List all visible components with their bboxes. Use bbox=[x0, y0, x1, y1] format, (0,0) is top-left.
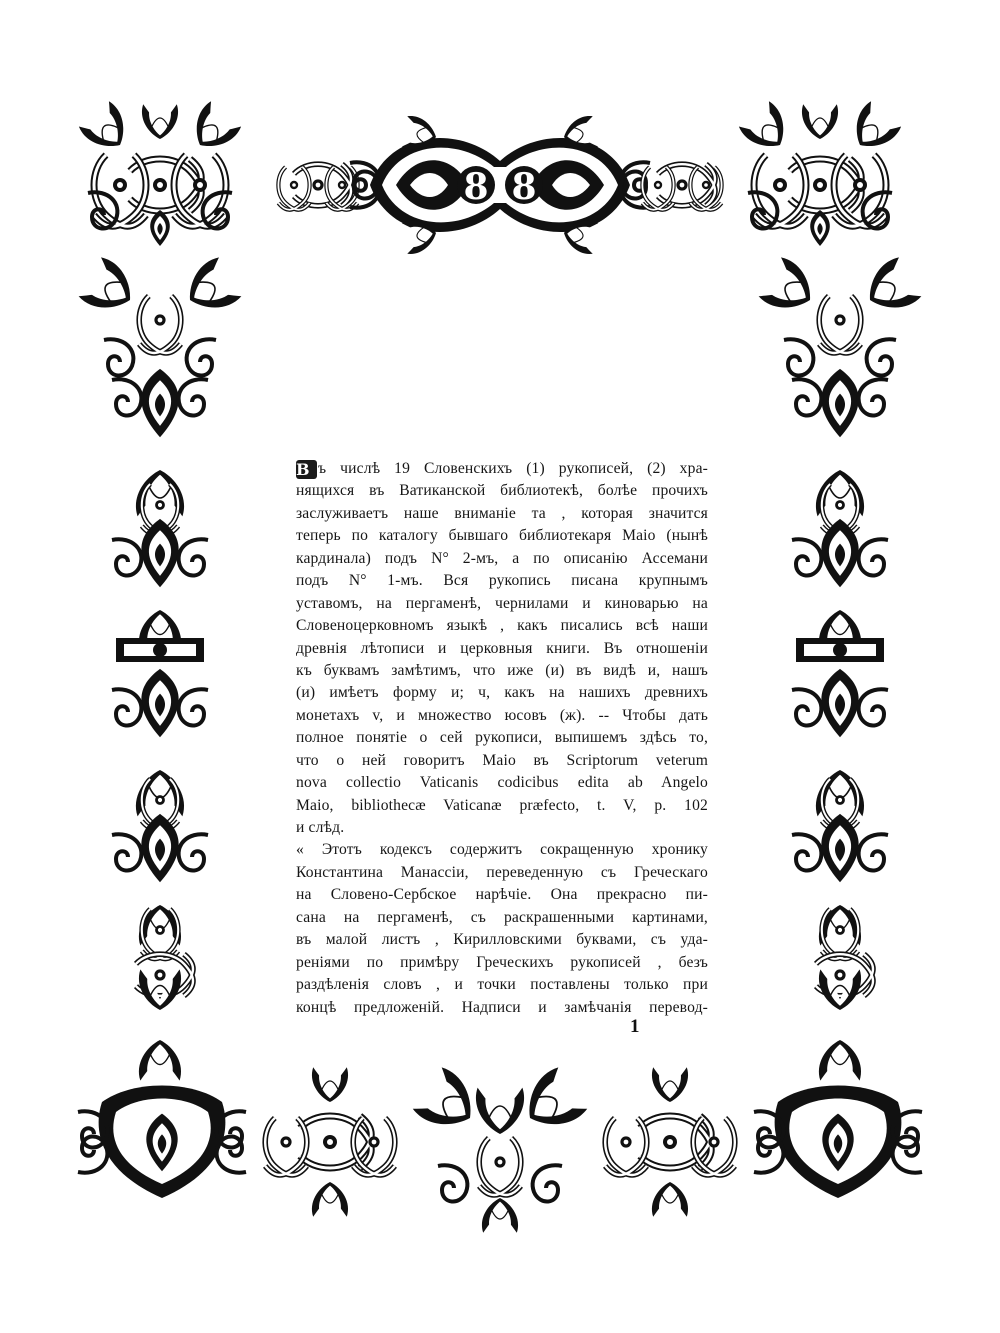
text-line: что о ней говоритъ Маіо въ Scriptorum veterum bbox=[296, 751, 708, 769]
text-line: сана на пергаменѣ, съ раскрашенными картинами, bbox=[296, 908, 708, 926]
paragraph-2 bbox=[296, 839, 708, 1019]
text-line: нящихся въ Ватиканской библиотекѣ, болѣе прочихъ bbox=[296, 482, 708, 500]
text-line: на Словено-Сербское нарѣчіе. Она прекрасно пи- bbox=[296, 886, 708, 904]
body-text bbox=[296, 458, 708, 1019]
text-line: Константина Манассіи, переведенную съ Греческаго bbox=[296, 863, 708, 881]
bottom-band bbox=[78, 1066, 922, 1233]
paragraph-1 bbox=[296, 458, 708, 839]
text-line: монетахъ v, и множество юсовъ (ж). -- Чтобы дать bbox=[296, 706, 708, 724]
text-line: реніями по примѣру Греческихъ рукописей , безъ bbox=[296, 953, 708, 971]
right-column bbox=[758, 256, 922, 1081]
text-line: nova collectio Vaticanis codicibus edita ab Angelo bbox=[296, 774, 708, 792]
text-line: въ малой листъ , Кирилловскими буквами, съ уда- bbox=[296, 931, 708, 949]
text-line: концѣ предложеній. Надписи и замѣчанія перевод- bbox=[296, 998, 708, 1016]
text-line: Maio, bibliothecæ Vaticanæ præfecto, t. V, p. 102 bbox=[296, 796, 708, 814]
text-line: и слѣд. bbox=[296, 819, 345, 836]
left-column bbox=[78, 256, 242, 1081]
text-line: уставомъ, на пергаменѣ, чернилами и киноварью на bbox=[296, 594, 708, 612]
text-line: кардинала) подъ N° 2-мъ, а по описанію Ассемани bbox=[296, 549, 708, 567]
text-line: Словеноцерковномъ языкѣ , какъ писались всѣ наши bbox=[296, 617, 708, 635]
page-number: 1 bbox=[630, 1016, 640, 1037]
text-line: къ буквамъ замѣтимъ, что иже (и) въ видѣ и, нашъ bbox=[296, 661, 708, 679]
text-line: (и) имѣетъ форму и; ч, какъ на нашихъ древнихъ bbox=[296, 684, 708, 702]
top-band bbox=[78, 100, 902, 254]
text-line: теперь по каталогу бывшаго библиотекаря Маіо (нынѣ bbox=[296, 527, 708, 545]
text-line: подъ N° 1-мъ. Вся рукопись писана крупнымъ bbox=[296, 572, 708, 590]
text-line: В ъ числѣ 19 Словенскихъ (1) рукописей, (2) хра- bbox=[296, 460, 708, 479]
medallion-glyph-left: 8 bbox=[463, 166, 489, 208]
text-line: полное понятіе о сей рукописи, выпишемъ здѣсь то, bbox=[296, 729, 708, 747]
drop-cap: В bbox=[296, 460, 317, 479]
text-line: « Этотъ кодексъ содержитъ сокращенную хронику bbox=[296, 841, 708, 859]
text-line: древнія лѣтописи и церковныя книги. Въ отношеніи bbox=[296, 639, 708, 657]
medallion-glyph-right: 8 bbox=[511, 166, 537, 208]
text-line: заслуживаетъ наше вниманіе та , которая значится bbox=[296, 504, 708, 522]
text-line: раздѣленія словъ , и точки поставлены только при bbox=[296, 976, 708, 994]
